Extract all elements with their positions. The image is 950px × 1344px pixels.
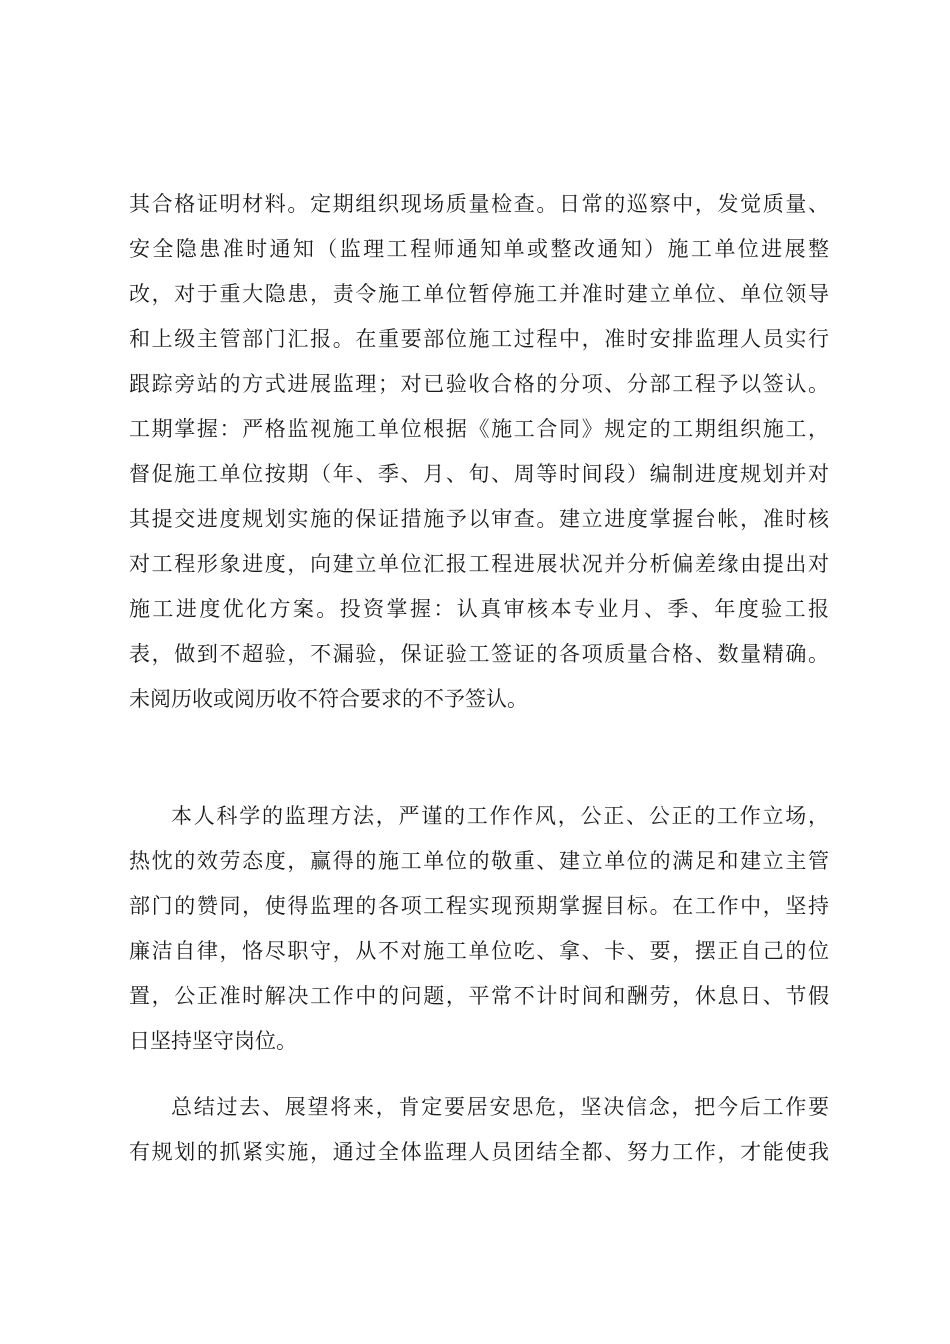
paragraph-line: 未阅历收或阅历收不符合要求的不予签认。	[129, 687, 528, 711]
paragraph-line: 总结过去、展望将来，肯定要居安思危，坚决信念，把今后工作要	[171, 1095, 829, 1119]
paragraph-work-attitude	[129, 794, 829, 1064]
paragraph-line: 跟踪旁站的方式进展监理；对已验收合格的分项、分部工程予以签认。	[129, 372, 829, 396]
paragraph-line: 和上级主管部门汇报。在重要部位施工过程中，准时安排监理人员实行	[129, 327, 829, 351]
paragraph-line: 部门的赞同，使得监理的各项工程实现预期掌握目标。在工作中，坚持	[129, 894, 829, 918]
paragraph-line: 热忱的效劳态度，赢得的施工单位的敬重、建立单位的满足和建立主管	[129, 849, 829, 873]
paragraph-line: 工期掌握：严格监视施工单位根据《施工合同》规定的工期组织施工，	[129, 417, 829, 441]
paragraph-summary-outlook	[129, 1085, 829, 1175]
paragraph-line: 督促施工单位按期（年、季、月、旬、周等时间段）编制进度规划并对	[129, 462, 829, 486]
paragraph-line: 改，对于重大隐患，责令施工单位暂停施工并准时建立单位、单位领导	[129, 282, 829, 306]
paragraph-line: 安全隐患准时通知（监理工程师通知单或整改通知）施工单位进展整	[129, 237, 829, 261]
paragraph-line: 本人科学的监理方法，严谨的工作作风，公正、公正的工作立场，	[171, 804, 829, 828]
paragraph-line: 其合格证明材料。定期组织现场质量检查。日常的巡察中，发觉质量、	[129, 192, 829, 216]
paragraph-quality-schedule-cost-control	[129, 182, 829, 722]
paragraph-line: 日坚持坚守岗位。	[129, 1029, 297, 1053]
paragraph-line: 有规划的抓紧实施，通过全体监理人员团结全都、努力工作，才能使我	[129, 1140, 829, 1164]
paragraph-line: 表，做到不超验，不漏验，保证验工签证的各项质量合格、数量精确。	[129, 642, 829, 666]
paragraph-line: 廉洁自律，恪尽职守，从不对施工单位吃、拿、卡、要，摆正自己的位	[129, 939, 829, 963]
paragraph-line: 其提交进度规划实施的保证措施予以审查。建立进度掌握台帐，准时核	[129, 507, 829, 531]
paragraph-line: 对工程形象进度，向建立单位汇报工程进展状况并分析偏差缘由提出对	[129, 552, 829, 576]
paragraph-line: 施工进度优化方案。投资掌握：认真审核本专业月、季、年度验工报	[129, 597, 829, 621]
paragraph-line: 置，公正准时解决工作中的问题，平常不计时间和酬劳，休息日、节假	[129, 984, 829, 1008]
